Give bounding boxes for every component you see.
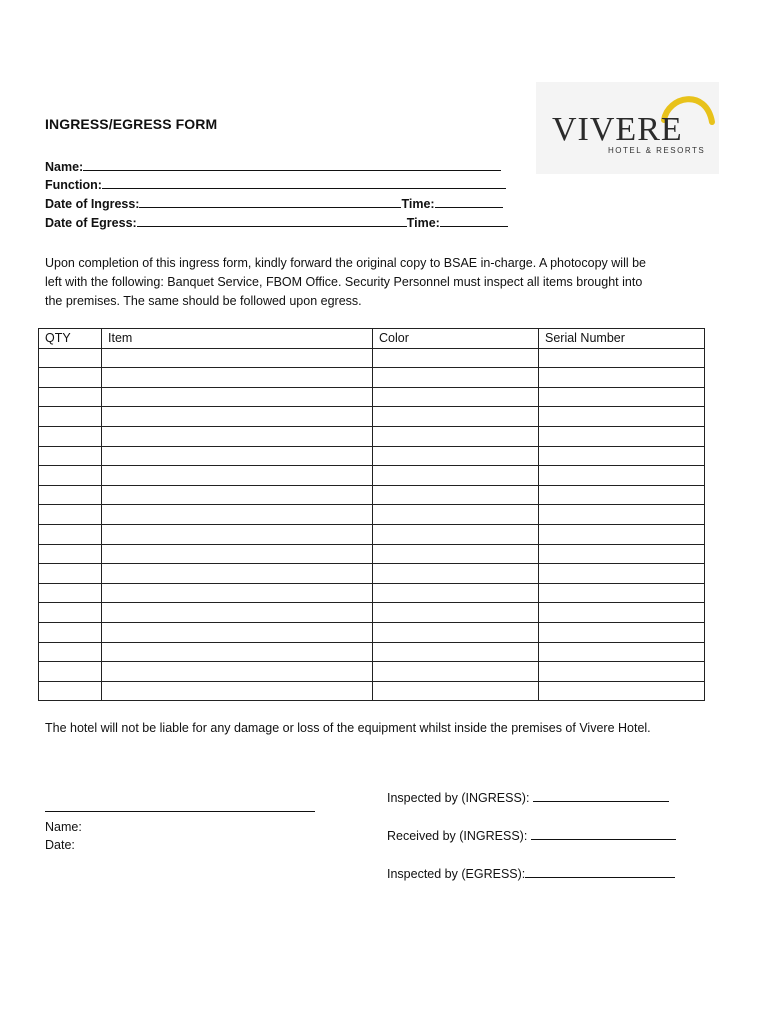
cell-serial-number[interactable] — [539, 407, 705, 427]
signature-date-label: Date: — [45, 838, 75, 852]
cell-qty[interactable] — [39, 524, 102, 544]
table-row — [39, 622, 705, 642]
function-line[interactable] — [102, 177, 506, 189]
logo-brand: VIVERE — [552, 111, 683, 148]
cell-qty[interactable] — [39, 407, 102, 427]
cell-item[interactable] — [102, 485, 373, 505]
cell-item[interactable] — [102, 387, 373, 407]
table-row — [39, 368, 705, 388]
date-egress-label: Date of Egress: — [45, 216, 137, 230]
instruction-line: Upon completion of this ingress form, kindly forward the original copy to BSAE in-charge. A photocopy will be — [45, 256, 647, 270]
header-qty: QTY — [39, 329, 102, 349]
time-ingress-label: Time: — [401, 197, 435, 211]
form-title: INGRESS/EGRESS FORM — [45, 116, 218, 132]
cell-color[interactable] — [373, 564, 539, 584]
cell-qty[interactable] — [39, 662, 102, 682]
header-serial-number: Serial Number — [539, 329, 705, 349]
cell-qty[interactable] — [39, 583, 102, 603]
table-row — [39, 564, 705, 584]
function-label: Function: — [45, 178, 102, 192]
table-row — [39, 544, 705, 564]
cell-qty[interactable] — [39, 642, 102, 662]
cell-color[interactable] — [373, 426, 539, 446]
inspected-egress-line[interactable] — [525, 866, 675, 878]
cell-serial-number[interactable] — [539, 466, 705, 486]
cell-color[interactable] — [373, 368, 539, 388]
cell-qty[interactable] — [39, 603, 102, 623]
table-row — [39, 662, 705, 682]
logo-tagline: HOTEL & RESORTS — [608, 146, 706, 155]
cell-qty[interactable] — [39, 544, 102, 564]
vivere-logo — [536, 82, 719, 174]
cell-qty[interactable] — [39, 446, 102, 466]
cell-item[interactable] — [102, 446, 373, 466]
inspected-ingress-label: Inspected by (INGRESS): — [387, 791, 533, 805]
table-row — [39, 603, 705, 623]
table-row — [39, 407, 705, 427]
instruction-line: the premises. The same should be followed upon egress. — [45, 294, 362, 308]
cell-qty[interactable] — [39, 368, 102, 388]
cell-item[interactable] — [102, 603, 373, 623]
table-row — [39, 348, 705, 368]
cell-serial-number[interactable] — [539, 583, 705, 603]
cell-item[interactable] — [102, 426, 373, 446]
cell-item[interactable] — [102, 368, 373, 388]
table-header-row — [39, 329, 705, 349]
date-ingress-line[interactable] — [139, 196, 401, 208]
cell-serial-number[interactable] — [539, 564, 705, 584]
signature-name-label: Name: — [45, 820, 82, 834]
cell-qty[interactable] — [39, 564, 102, 584]
received-ingress-label: Received by (INGRESS): — [387, 829, 531, 843]
table-row — [39, 524, 705, 544]
cell-serial-number[interactable] — [539, 446, 705, 466]
cell-item[interactable] — [102, 466, 373, 486]
cell-color[interactable] — [373, 603, 539, 623]
function-field[interactable] — [45, 177, 506, 192]
date-ingress-field[interactable] — [45, 196, 503, 211]
cell-qty[interactable] — [39, 681, 102, 701]
cell-color[interactable] — [373, 662, 539, 682]
items-table — [38, 328, 705, 701]
liability-note: The hotel will not be liable for any damage or loss of the equipment whilst inside the premises of Vivere Hotel. — [45, 721, 651, 735]
cell-color[interactable] — [373, 407, 539, 427]
instructions-paragraph — [45, 254, 725, 311]
cell-color[interactable] — [373, 642, 539, 662]
header-item: Item — [102, 329, 373, 349]
date-ingress-label: Date of Ingress: — [45, 197, 140, 211]
cell-color[interactable] — [373, 681, 539, 701]
cell-serial-number[interactable] — [539, 348, 705, 368]
signature-block — [45, 818, 82, 854]
cell-serial-number[interactable] — [539, 426, 705, 446]
table-row — [39, 426, 705, 446]
instruction-line: left with the following: Banquet Service, FBOM Office. Security Personnel must inspect all items brought into — [45, 275, 643, 289]
cell-color[interactable] — [373, 446, 539, 466]
cell-color[interactable] — [373, 387, 539, 407]
cell-serial-number[interactable] — [539, 642, 705, 662]
cell-serial-number[interactable] — [539, 603, 705, 623]
cell-color[interactable] — [373, 348, 539, 368]
cell-color[interactable] — [373, 544, 539, 564]
cell-qty[interactable] — [39, 426, 102, 446]
inspected-egress-field[interactable] — [387, 866, 675, 881]
cell-serial-number[interactable] — [539, 485, 705, 505]
name-field[interactable] — [45, 159, 501, 174]
cell-color[interactable] — [373, 583, 539, 603]
cell-serial-number[interactable] — [539, 681, 705, 701]
inspected-egress-label: Inspected by (EGRESS): — [387, 867, 526, 881]
cell-serial-number[interactable] — [539, 544, 705, 564]
cell-item[interactable] — [102, 407, 373, 427]
cell-serial-number[interactable] — [539, 387, 705, 407]
header-color: Color — [373, 329, 539, 349]
cell-serial-number[interactable] — [539, 368, 705, 388]
time-ingress-line[interactable] — [435, 196, 503, 208]
cell-qty[interactable] — [39, 505, 102, 525]
cell-serial-number[interactable] — [539, 524, 705, 544]
cell-item[interactable] — [102, 642, 373, 662]
cell-qty[interactable] — [39, 466, 102, 486]
date-egress-field[interactable] — [45, 215, 508, 230]
cell-color[interactable] — [373, 466, 539, 486]
table-row — [39, 485, 705, 505]
name-label: Name: — [45, 160, 84, 174]
cell-serial-number[interactable] — [539, 662, 705, 682]
date-egress-line[interactable] — [137, 215, 407, 227]
received-ingress-field[interactable] — [387, 828, 676, 843]
cell-qty[interactable] — [39, 622, 102, 642]
table-row — [39, 387, 705, 407]
cell-qty[interactable] — [39, 485, 102, 505]
cell-qty[interactable] — [39, 387, 102, 407]
cell-item[interactable] — [102, 662, 373, 682]
table-row — [39, 583, 705, 603]
table-row — [39, 505, 705, 525]
vivere-logo-graphic — [536, 82, 719, 174]
cell-item[interactable] — [102, 524, 373, 544]
cell-serial-number[interactable] — [539, 505, 705, 525]
table-row — [39, 466, 705, 486]
table-row — [39, 681, 705, 701]
cell-serial-number[interactable] — [539, 622, 705, 642]
cell-item[interactable] — [102, 505, 373, 525]
table-body — [39, 348, 705, 701]
cell-item[interactable] — [102, 348, 373, 368]
cell-color[interactable] — [373, 505, 539, 525]
cell-color[interactable] — [373, 524, 539, 544]
time-egress-line[interactable] — [440, 215, 508, 227]
inspected-ingress-line[interactable] — [533, 790, 669, 802]
cell-item[interactable] — [102, 544, 373, 564]
cell-qty[interactable] — [39, 348, 102, 368]
table-row — [39, 446, 705, 466]
received-ingress-line[interactable] — [531, 828, 676, 840]
name-line[interactable] — [83, 159, 501, 171]
cell-item[interactable] — [102, 622, 373, 642]
cell-color[interactable] — [373, 622, 539, 642]
signature-line[interactable] — [45, 811, 315, 812]
table-row — [39, 642, 705, 662]
cell-color[interactable] — [373, 485, 539, 505]
time-egress-label: Time: — [406, 216, 440, 230]
cell-item[interactable] — [102, 681, 373, 701]
cell-item[interactable] — [102, 583, 373, 603]
inspected-ingress-field[interactable] — [387, 790, 669, 805]
cell-item[interactable] — [102, 564, 373, 584]
